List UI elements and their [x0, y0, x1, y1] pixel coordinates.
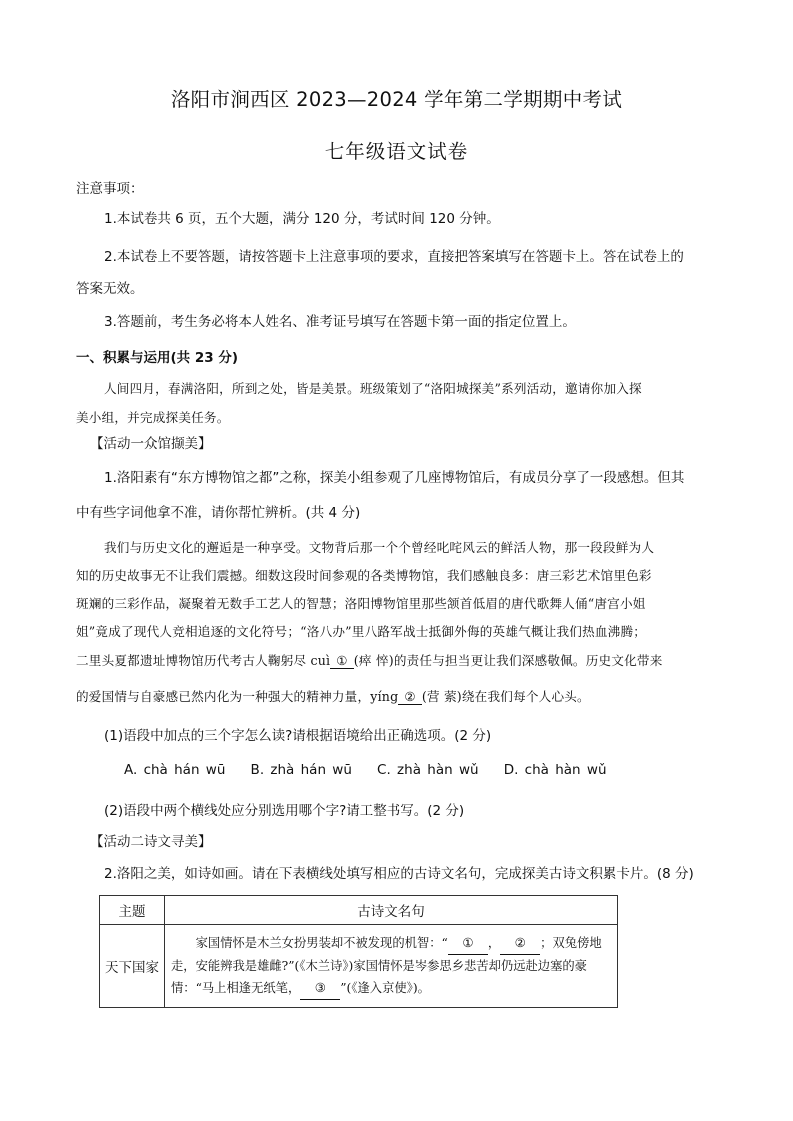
- notice-item-2-line-1: 2.本试卷上不要答题，请按答题卡上注意事项的要求，直接把答案填写在答题卡上。答在试卷上的: [104, 249, 684, 265]
- intro-line-1: 人间四月，春满洛阳，所到之处，皆是美景。班级策划了“洛阳城探美”系列活动，邀请你加入探: [104, 381, 642, 396]
- section-1-heading: 一、积累与运用(共 23 分): [76, 350, 239, 366]
- question-2: 2.洛阳之美，如诗如画。请在下表横线处填写相应的古诗文名句，完成探美古诗文积累卡片。(8 分): [104, 866, 694, 882]
- table-cell-theme: 天下国家: [100, 925, 165, 1008]
- passage-line-6: [76, 686, 590, 705]
- notice-item-2-line-2: 答案无效。: [76, 281, 144, 297]
- blank-2: ②: [398, 690, 422, 705]
- exam-title: 洛阳市涧西区 2023—2024 学年第二学期期中考试: [170, 88, 623, 111]
- poem-blank-2: ②: [500, 932, 540, 955]
- table-header-poem: 古诗文名句: [165, 896, 618, 925]
- table-cell-poem: [165, 925, 618, 1008]
- passage-line-1: 我们与历史文化的邂逅是一种享受。文物背后那一个个曾经叱咤风云的鲜活人物，那一段段鲜为人: [104, 540, 655, 555]
- table-header-theme: 主题: [100, 896, 165, 925]
- activity-1-heading: 【活动一众馆撷美】: [90, 436, 212, 452]
- poem-blank-1: ①: [448, 932, 488, 955]
- poem-card-table: [99, 895, 618, 1008]
- sub-question-1: (1)语段中加点的三个字怎么读?请根据语境给出正确选项。(2 分): [104, 728, 492, 744]
- table-row: [100, 925, 618, 1008]
- passage-line-5: [76, 650, 662, 669]
- exam-subtitle: 七年级语文试卷: [324, 140, 469, 163]
- poem-text-a: 家国情怀是木兰女扮男装却不被发现的机智：“: [195, 936, 448, 950]
- poem-blank-3: ③: [300, 977, 340, 1000]
- blank-1: ①: [330, 654, 354, 669]
- passage-line-2: 知的历史故事无不让我们震撼。细数这段时间参观的各类博物馆，我们感触良多：唐三彩艺术馆里色彩: [76, 568, 652, 583]
- intro-line-2: 美小组，并完成探美任务。: [76, 410, 230, 425]
- notice-heading: 注意事项：: [76, 181, 144, 197]
- poem-text-c: ”(《逢入京使》)。: [340, 981, 430, 995]
- passage-line-5-post: (瘁 悴)的责任与担当更让我们深感敬佩。历史文化带来: [353, 653, 663, 668]
- activity-2-heading: 【活动二诗文寻美】: [90, 834, 212, 850]
- passage-line-6-post: (营 萦)绕在我们每个人心头。: [421, 689, 590, 704]
- poem-separator: ，: [487, 936, 501, 950]
- table-header-row: [100, 896, 618, 925]
- poem-text-b: ；双兔傍地走，安能辨我是雄雌?”(《木兰诗》)家国情怀是岑参思乡悲苦却仍远赴边塞的豪情：“马上相逢无纸笔，: [171, 936, 602, 995]
- notice-item-3: 3.答题前，考生务必将本人姓名、准考证号填写在答题卡第一面的指定位置上。: [104, 314, 576, 330]
- passage-line-6-pre: 的爱国情与自豪感已然内化为一种强大的精神力量，yíng: [76, 689, 399, 704]
- passage-line-3: 斑斓的三彩作品，凝聚着无数手工艺人的智慧；洛阳博物馆里那些颔首低眉的唐代歌舞人俑“唐宫小姐: [76, 596, 646, 611]
- notice-item-1: 1.本试卷共 6 页，五个大题，满分 120 分，考试时间 120 分钟。: [104, 211, 500, 227]
- question-1-line-1: 1.洛阳素有“东方博物馆之都”之称，探美小组参观了几座博物馆后，有成员分享了一段感想。但其: [104, 470, 685, 486]
- passage-line-4: 姐”竟成了现代人竞相追逐的文化符号；“洛八办”里八路军战士抵御外侮的英雄气概让我们热血沸腾；: [76, 624, 647, 639]
- answer-options: A. chà hán wū B. zhà hán wū C. zhà hàn wǔ D. chà hàn wǔ: [124, 762, 607, 778]
- sub-question-2: (2)语段中两个横线处应分别选用哪个字?请工整书写。(2 分): [104, 803, 465, 819]
- passage-line-5-pre: 二里头夏都遗址博物馆历代考古人鞠躬尽 cuì: [76, 653, 331, 668]
- question-1-line-2: 中有些字词他拿不准，请你帮忙辨析。(共 4 分): [76, 505, 361, 521]
